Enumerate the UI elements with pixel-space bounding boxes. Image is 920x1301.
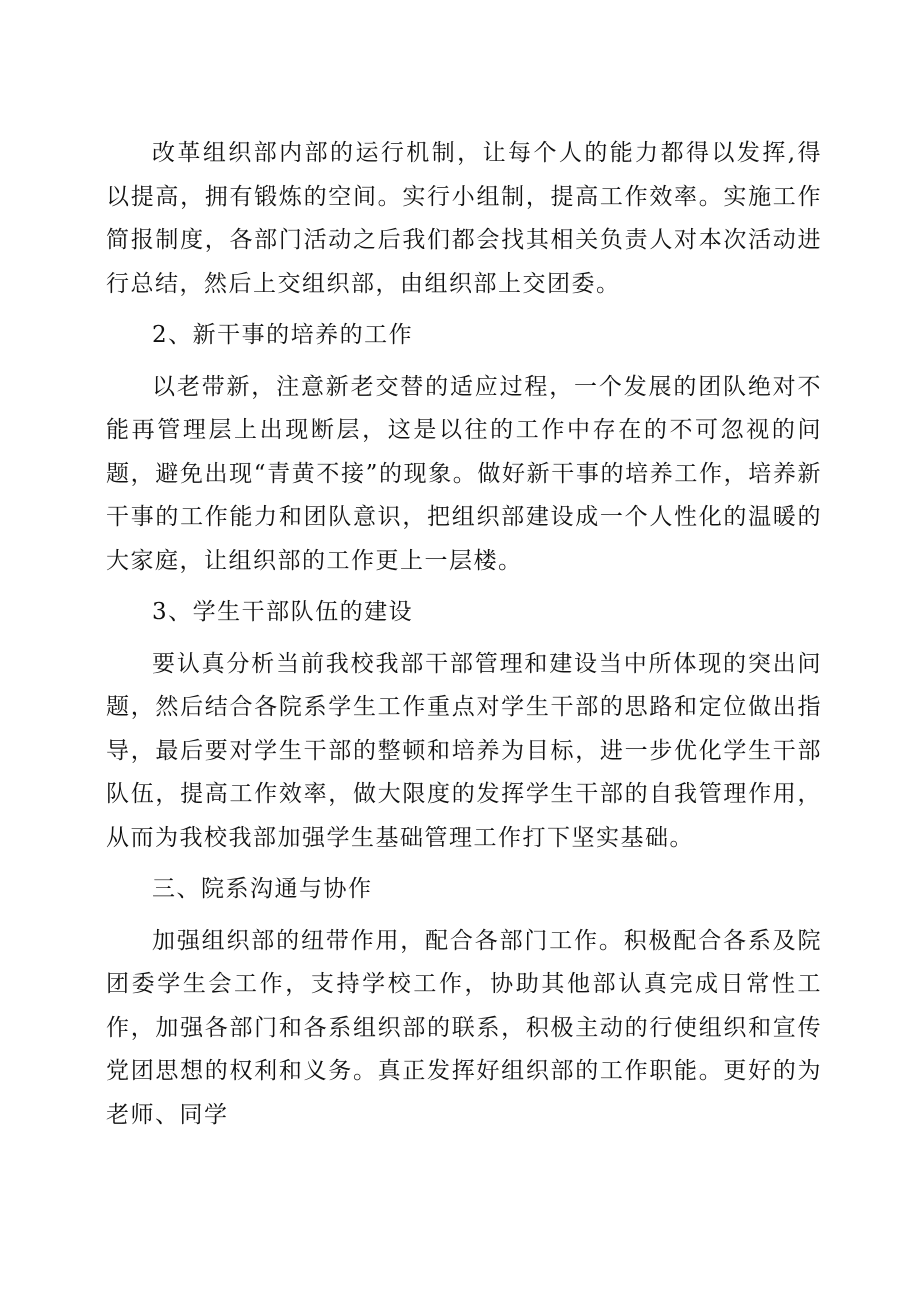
section-heading-new-staff-training: 2、新干事的培养的工作 — [152, 322, 414, 348]
paragraph-department-communication: 加强组织部的纽带作用，配合各部门工作。积极配合各系及院团委学生会工作，支持学校工作，协助其他部认真完成日常性工作，加强各部门和各系组织部的联系，积极主动的行使组织和宣传党团思想的权利和义务。真正发挥好组织部的工作职能。更好的为老师、同学 — [106, 927, 822, 1128]
document-body — [106, 132, 822, 1137]
section-heading-department-communication: 三、院系沟通与协作 — [152, 876, 373, 902]
paragraph-operating-mechanism: 改革组织部内部的运行机制，让每个人的能力都得以发挥,得以提高，拥有锻炼的空间。实行小组制，提高工作效率。实施工作简报制度，各部门活动之后我们都会找其相关负责人对本次活动进行总结，然后上交组织部，由组织部上交团委。 — [106, 140, 822, 297]
paragraph-new-staff-training: 以老带新，注意新老交替的适应过程，一个发展的团队绝对不能再管理层上出现断层，这是以往的工作中存在的不可忽视的问题，避免出现“青黄不接”的现象。做好新干事的培养工作，培养新干事的工作能力和团队意识，把组织部建设成一个人性化的温暖的大家庭，让组织部的工作更上一层楼。 — [106, 373, 822, 574]
section-heading-student-cadre-team: 3、学生干部队伍的建设 — [152, 599, 414, 625]
paragraph-student-cadre-team: 要认真分析当前我校我部干部管理和建设当中所体现的突出问题，然后结合各院系学生工作重点对学生干部的思路和定位做出指导，最后要对学生干部的整顿和培养为目标，进一步优化学生干部队伍，提高工作效率，做大限度的发挥学生干部的自我管理作用，从而为我校我部加强学生基础管理工作打下坚实基础。 — [106, 650, 822, 851]
